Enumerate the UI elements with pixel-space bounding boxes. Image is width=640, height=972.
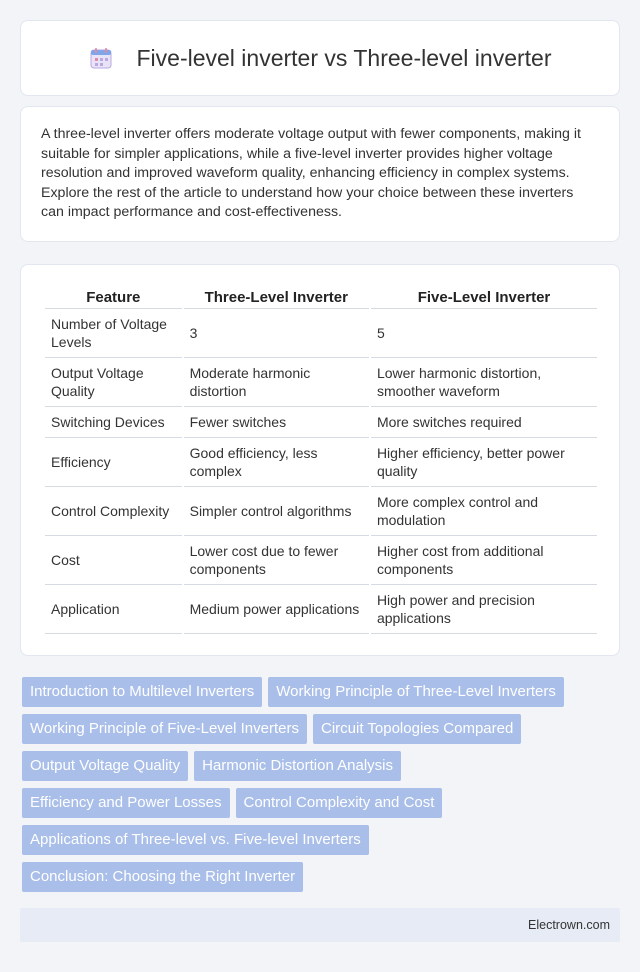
table-row <box>45 536 597 585</box>
tag-row <box>22 862 622 892</box>
comparison-table-card <box>20 264 620 656</box>
tag-row <box>22 825 622 855</box>
table-cell: Efficiency <box>45 438 182 487</box>
table-row <box>45 407 597 438</box>
table-cell: 5 <box>371 309 597 358</box>
table-cell: Good efficiency, less complex <box>184 438 369 487</box>
table-header-five-level: Five-Level Inverter <box>371 287 597 309</box>
tag-link[interactable]: Conclusion: Choosing the Right Inverter <box>22 862 303 892</box>
tag-row <box>22 714 622 744</box>
table-header-feature: Feature <box>45 287 182 309</box>
tag-link[interactable]: Working Principle of Five-Level Inverters <box>22 714 307 744</box>
tag-link[interactable]: Introduction to Multilevel Inverters <box>22 677 262 707</box>
table-cell: Higher cost from additional components <box>371 536 597 585</box>
table-row <box>45 487 597 536</box>
table-cell: High power and precision applications <box>371 585 597 634</box>
tag-link[interactable]: Applications of Three-level vs. Five-level Inverters <box>22 825 369 855</box>
page-title: Five-level inverter vs Three-level inverter <box>136 44 552 71</box>
tag-link[interactable]: Working Principle of Three-Level Inverters <box>268 677 564 707</box>
table-header-row <box>45 287 597 309</box>
table-cell: Higher efficiency, better power quality <box>371 438 597 487</box>
table-cell: Medium power applications <box>184 585 369 634</box>
tag-link[interactable]: Output Voltage Quality <box>22 751 188 781</box>
tag-link[interactable]: Harmonic Distortion Analysis <box>194 751 401 781</box>
title-card <box>20 20 620 96</box>
table-row <box>45 358 597 407</box>
related-topics <box>22 677 622 899</box>
table-cell: Output Voltage Quality <box>45 358 182 407</box>
table-cell: 3 <box>184 309 369 358</box>
table-cell: Fewer switches <box>184 407 369 438</box>
table-cell: Moderate harmonic distortion <box>184 358 369 407</box>
comparison-table <box>43 287 599 634</box>
table-cell: Simpler control algorithms <box>184 487 369 536</box>
tag-link[interactable]: Control Complexity and Cost <box>236 788 443 818</box>
table-cell: Cost <box>45 536 182 585</box>
table-cell: Application <box>45 585 182 634</box>
tag-row <box>22 677 622 707</box>
table-row <box>45 585 597 634</box>
intro-card <box>20 106 620 242</box>
table-cell: Lower cost due to fewer components <box>184 536 369 585</box>
table-cell: More switches required <box>371 407 597 438</box>
tag-row <box>22 788 622 818</box>
table-cell: Lower harmonic distortion, smoother waveform <box>371 358 597 407</box>
table-cell: Number of Voltage Levels <box>45 309 182 358</box>
calendar-icon <box>89 46 113 70</box>
tag-link[interactable]: Efficiency and Power Losses <box>22 788 230 818</box>
table-row <box>45 438 597 487</box>
table-cell: Control Complexity <box>45 487 182 536</box>
tag-link[interactable]: Circuit Topologies Compared <box>313 714 521 744</box>
intro-paragraph: A three-level inverter offers moderate voltage output with fewer components, making it suitable for simpler applications, while a five-level inverter provides higher voltage resolution and improved waveform quality, enhancing efficiency in complex systems. Explore the rest of the article to understand how your choice between these inverters can impact performance and cost-effectiveness. <box>41 126 581 220</box>
footer-site-name[interactable]: Electrown.com <box>528 918 610 932</box>
table-header-three-level: Three-Level Inverter <box>184 287 369 309</box>
table-cell: More complex control and modulation <box>371 487 597 536</box>
tag-row <box>22 751 622 781</box>
table-row <box>45 309 597 358</box>
table-cell: Switching Devices <box>45 407 182 438</box>
footer <box>20 908 620 942</box>
